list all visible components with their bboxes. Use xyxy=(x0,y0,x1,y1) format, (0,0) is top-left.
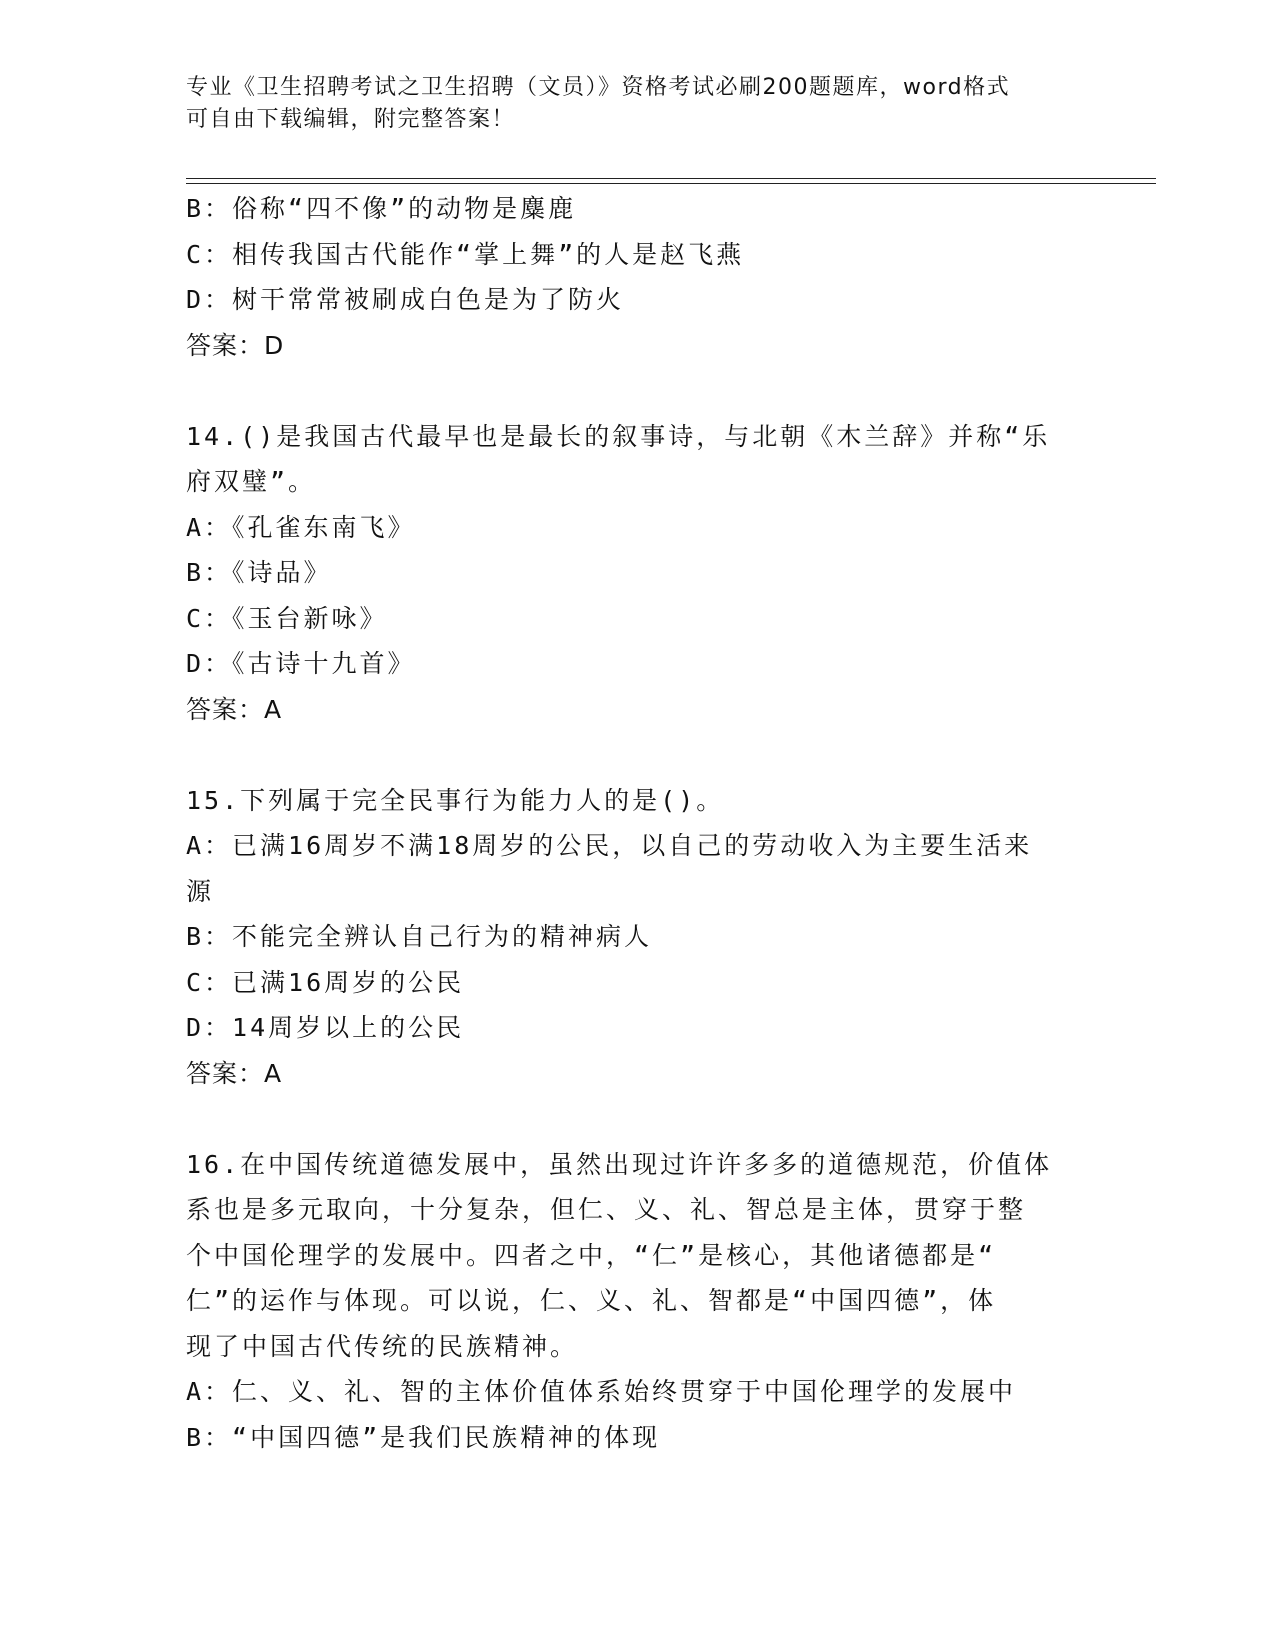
spacer xyxy=(186,368,1066,414)
question-stem: 16.在中国传统道德发展中，虽然出现过许许多多的道德规范，价值体 xyxy=(186,1149,1053,1179)
question-stem: 个中国伦理学的发展中。四者之中，“仁”是核心，其他诸德都是“ xyxy=(186,1240,997,1270)
header-line: 可自由下载编辑，附完整答案！ xyxy=(186,107,516,132)
option-d: D：14周岁以上的公民 xyxy=(186,1013,465,1042)
question-block-prev xyxy=(186,186,1066,368)
option-d: D：《古诗十九首》 xyxy=(186,649,416,678)
header-rule-bottom xyxy=(186,183,1156,184)
question-stem: 府双璧”。 xyxy=(186,467,317,496)
question-stem: 14.()是我国古代最早也是最长的叙事诗，与北朝《木兰辞》并称“乐 xyxy=(186,421,1051,451)
option-c: C：已满16周岁的公民 xyxy=(186,967,465,997)
question-stem: 现了中国古代传统的民族精神。 xyxy=(186,1331,579,1361)
header-rule-top xyxy=(186,178,1156,179)
question-stem: 系也是多元取向，十分复杂，但仁、义、礼、智总是主体，贯穿于整 xyxy=(186,1195,1027,1224)
question-stem: 仁”的运作与体现。可以说，仁、义、礼、智都是“中国四德”，体 xyxy=(186,1286,997,1315)
option-a: A：仁、义、礼、智的主体价值体系始终贯穿于中国伦理学的发展中 xyxy=(186,1377,1017,1406)
option-b: B：俗称“四不像”的动物是麋鹿 xyxy=(186,194,577,223)
answer: 答案：A xyxy=(186,694,283,724)
question-block-14 xyxy=(186,414,1066,733)
question-stem: 15.下列属于完全民事行为能力人的是()。 xyxy=(186,785,725,815)
spacer xyxy=(186,732,1066,778)
option-b: B：“中国四德”是我们民族精神的体现 xyxy=(186,1422,661,1452)
option-a-continued: 源 xyxy=(186,876,215,906)
document-header xyxy=(186,72,1066,136)
option-c: C：相传我国古代能作“掌上舞”的人是赵飞燕 xyxy=(186,239,745,269)
option-b: B：《诗品》 xyxy=(186,558,332,587)
document-body xyxy=(186,186,1066,1460)
option-d: D：树干常常被刷成白色是为了防火 xyxy=(186,285,625,314)
option-a: A：已满16周岁不满18周岁的公民，以自己的劳动收入为主要生活来 xyxy=(186,831,1033,860)
question-block-15 xyxy=(186,778,1066,1097)
answer: 答案：A xyxy=(186,1058,283,1088)
option-b: B：不能完全辨认自己行为的精神病人 xyxy=(186,922,653,951)
option-c: C：《玉台新咏》 xyxy=(186,603,388,633)
option-a: A：《孔雀东南飞》 xyxy=(186,512,416,542)
answer: 答案：D xyxy=(186,330,285,360)
question-block-16 xyxy=(186,1142,1066,1461)
spacer xyxy=(186,1096,1066,1142)
header-line: 专业《卫生招聘考试之卫生招聘（文员）》资格考试必刷200题题库，word格式 xyxy=(186,75,1011,100)
